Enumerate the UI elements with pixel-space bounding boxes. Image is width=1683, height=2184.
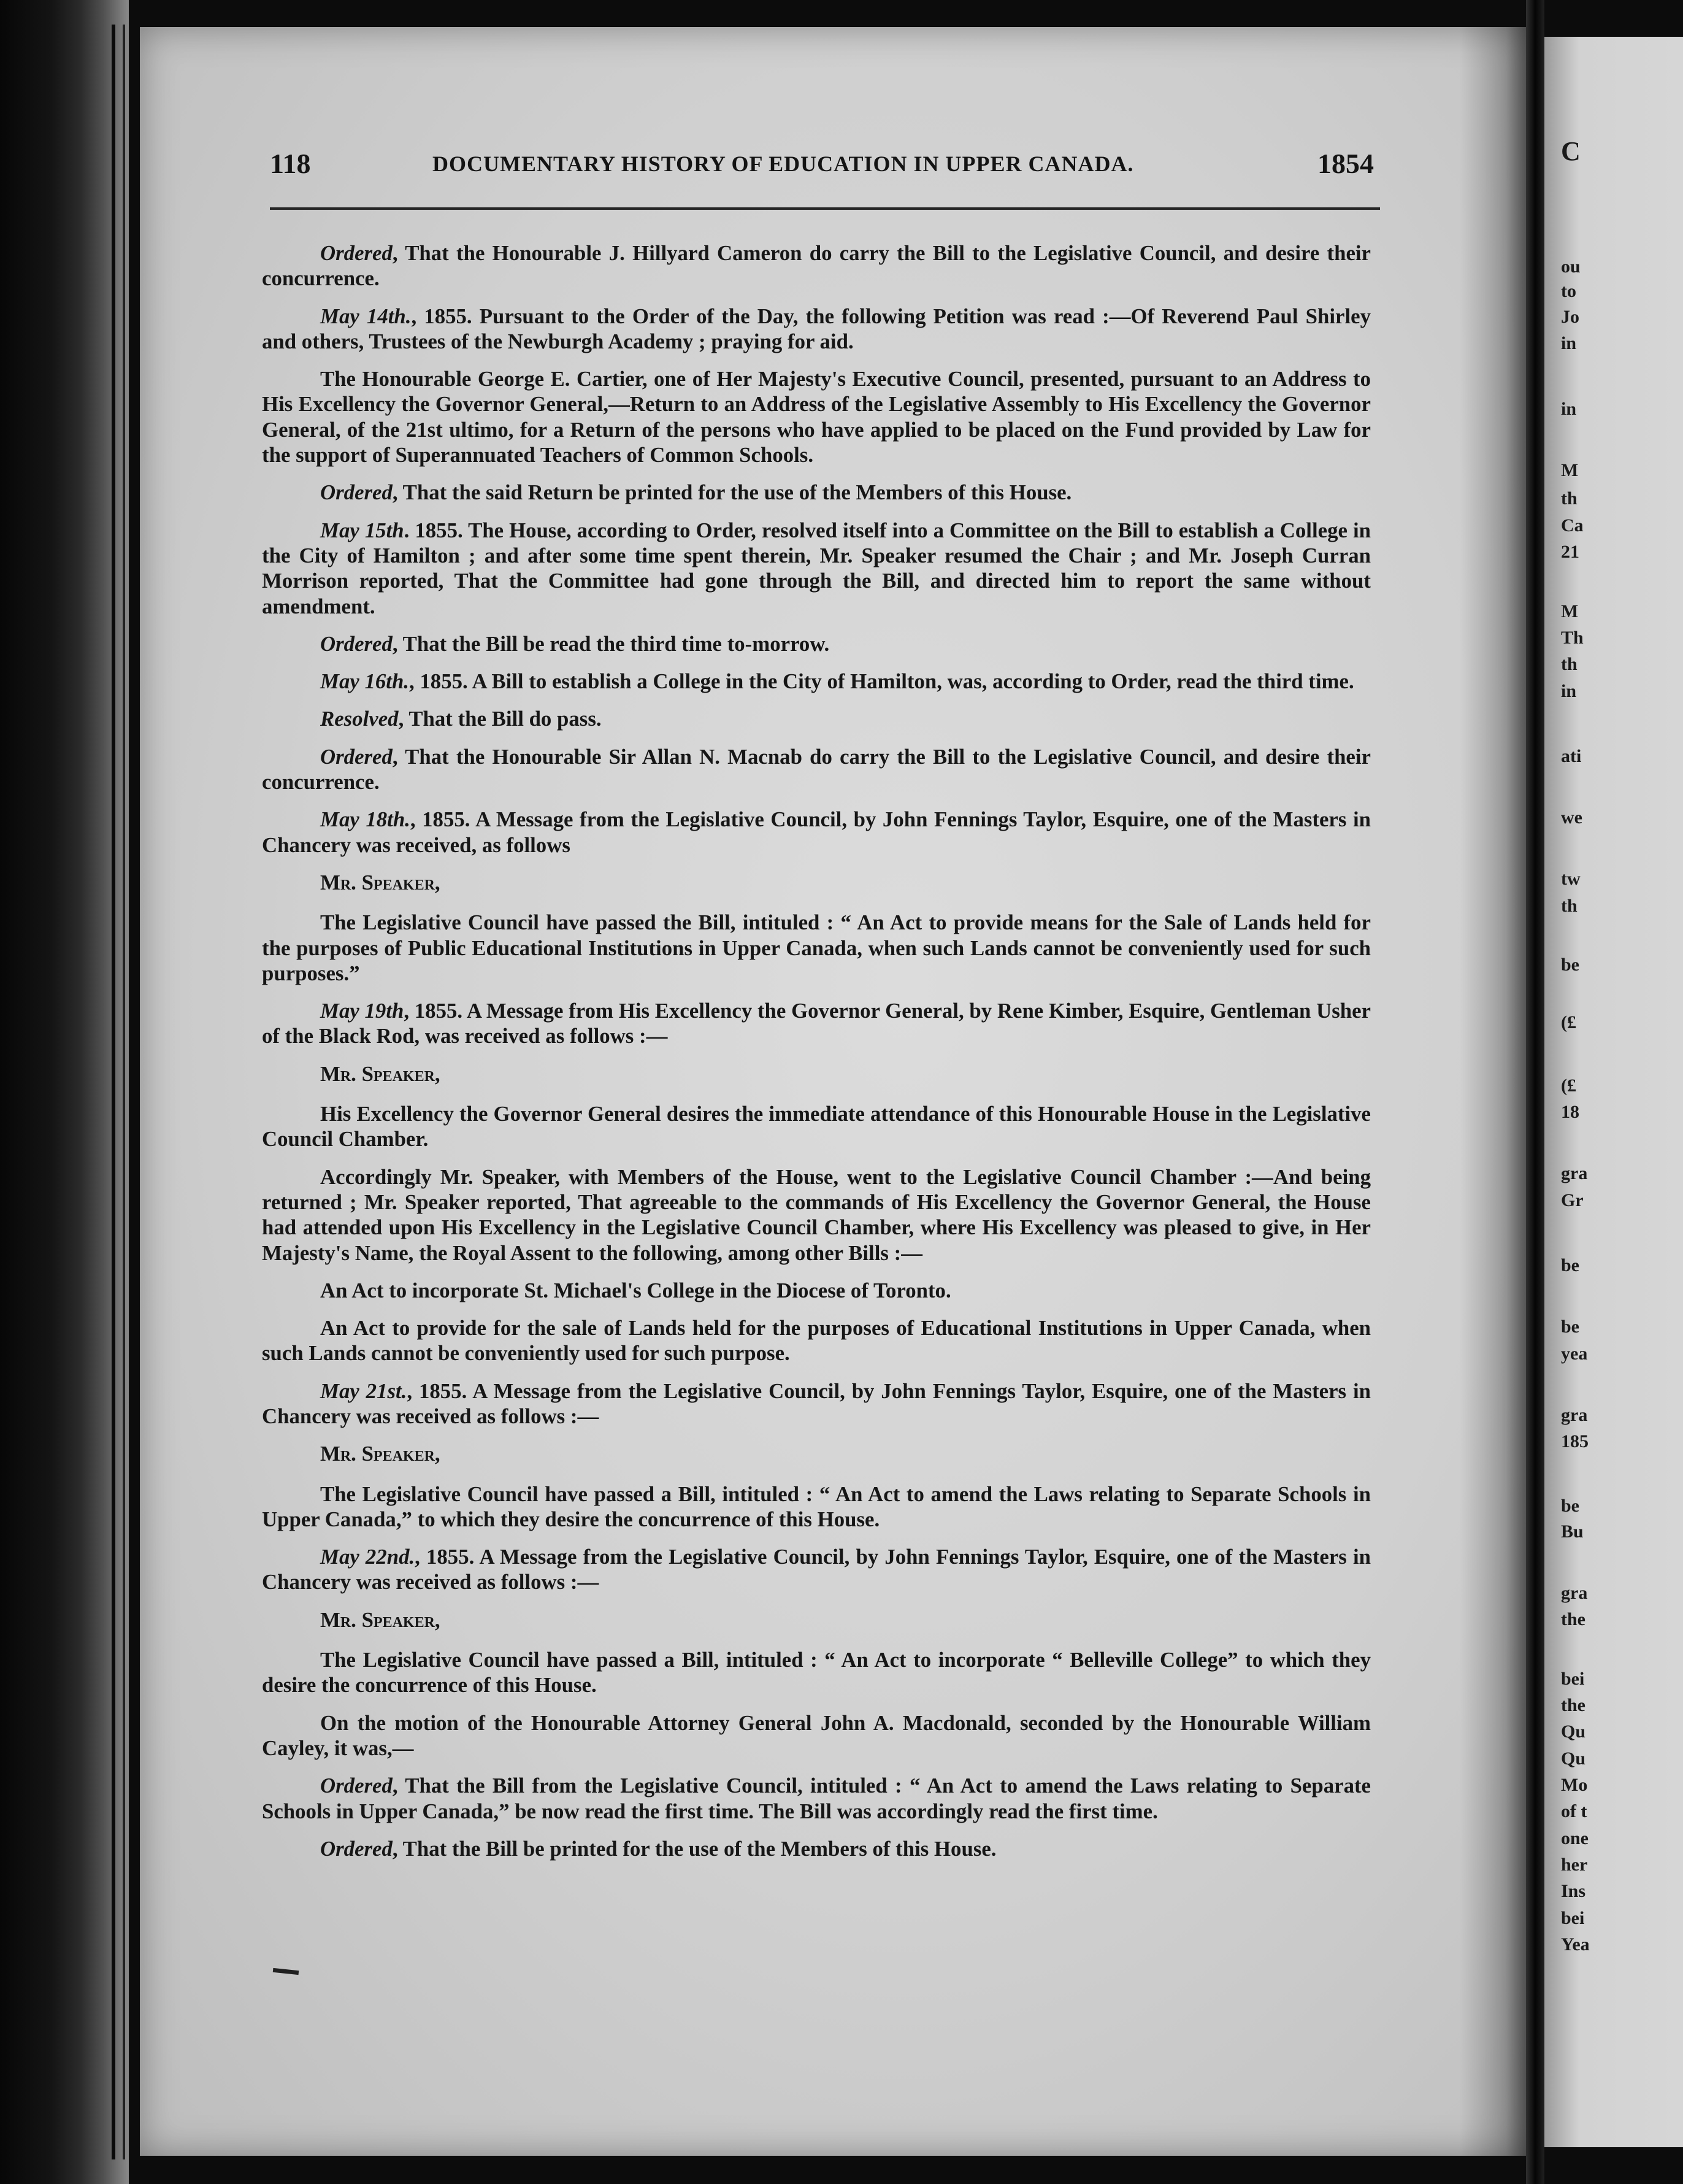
paragraph <box>262 366 1371 467</box>
facing-page-fragment: be <box>1561 1496 1579 1516</box>
facing-page-fragment: th <box>1561 488 1578 509</box>
facing-page-fragment: gra <box>1561 1405 1588 1425</box>
facing-page-fragment: to <box>1561 281 1576 301</box>
page-number: 118 <box>270 148 311 179</box>
paragraph-text: , 1855. Pursuant to the Order of the Day, the following Petition was read :—Of Reverend Paul Shirley and others, Trustees of the Newburgh Academy ; praying for aid. <box>262 304 1371 353</box>
paragraph <box>262 518 1371 619</box>
paragraph <box>262 240 1371 291</box>
paragraph-text: , 1855. A Message from the Legislative Council, by John Fennings Taylor, Esquire, one of the Masters in Chancery was received, as follows <box>262 807 1371 857</box>
header-year: 1854 <box>1317 148 1374 179</box>
paragraph <box>262 807 1371 858</box>
paragraph <box>262 1544 1371 1595</box>
paragraph-lead: May 16th. <box>320 669 409 694</box>
paragraph <box>262 631 1371 656</box>
header-rule <box>270 207 1380 210</box>
paragraph <box>262 1647 1371 1698</box>
salutation: Mr. Speaker, <box>320 1607 440 1632</box>
paragraph-text: An Act to provide for the sale of Lands held for the purposes of Educational Institutions in Upper Canada, when such Lands cannot be conveniently used for such purpose. <box>262 1316 1371 1366</box>
facing-page-fragment: (£ <box>1561 1012 1576 1032</box>
facing-page-fragment: Jo <box>1561 307 1579 327</box>
salutation: Mr. Speaker, <box>320 1061 440 1086</box>
binding-edge-line <box>123 25 125 2159</box>
facing-page-fragment: ati <box>1561 746 1582 766</box>
paragraph-text: The Legislative Council have passed a Bill, intituled : “ An Act to incorporate “ Belleville College” to which they desire the concurrence of this House. <box>262 1648 1371 1698</box>
page-body <box>262 240 1371 1874</box>
facing-page-fragment: 21 <box>1561 542 1579 562</box>
facing-page-fragment: Qu <box>1561 1721 1586 1742</box>
facing-page-fragment: M <box>1561 460 1579 480</box>
running-title: DOCUMENTARY HISTORY OF EDUCATION IN UPPER CANADA. <box>432 152 1134 176</box>
facing-page-fragment: ou <box>1561 256 1581 277</box>
binding-edge-line <box>112 25 115 2159</box>
paragraph-text: , 1855. A Message from the Legislative Council, by John Fennings Taylor, Esquire, one of the Masters in Chancery was received as follows :— <box>262 1545 1371 1594</box>
facing-page-fragment: in <box>1561 681 1577 701</box>
facing-page-fragment: her <box>1561 1855 1588 1875</box>
page-gutter <box>1526 0 1544 2184</box>
paragraph-lead: Ordered <box>320 241 393 265</box>
paragraph-text: , That the Bill be printed for the use of the Members of this House. <box>392 1836 997 1861</box>
paragraph-text: , That the Bill from the Legislative Council, intituled : “ An Act to amend the Laws relating to Separate Schools in Upper Canada,” be now read the first time. The Bill was accordingly read the first time. <box>262 1774 1371 1823</box>
facing-page-fragment: Ca <box>1561 515 1584 536</box>
paragraph <box>262 304 1371 355</box>
paragraph-text: An Act to incorporate St. Michael's College in the Diocese of Toronto. <box>320 1278 951 1302</box>
facing-page-fragment: tw <box>1561 869 1581 889</box>
paragraph <box>262 744 1371 795</box>
paragraph-lead: May 15th <box>320 518 404 542</box>
facing-page-fragment: Mo <box>1561 1775 1588 1795</box>
paragraph <box>262 1378 1371 1429</box>
paragraph-text: , 1855. A Bill to establish a College in the City of Hamilton, was, according to Order, read the third time. <box>409 669 1354 694</box>
facing-page-fragment: bei <box>1561 1908 1585 1928</box>
paragraph-text: , That the Honourable Sir Allan N. Macnab do carry the Bill to the Legislative Council, and desire their concurrence. <box>262 744 1371 794</box>
facing-page-fragment: Bu <box>1561 1521 1584 1542</box>
paragraph-lead: May 19th <box>320 999 404 1023</box>
paragraph <box>262 998 1371 1049</box>
facing-page-fragment: of t <box>1561 1801 1587 1821</box>
paragraph-text: , That the Bill be read the third time to-morrow. <box>392 631 830 656</box>
paragraph-text: His Excellency the Governor General desires the immediate attendance of this Honourable House in the Legislative Council Chamber. <box>262 1102 1371 1152</box>
paragraph-lead: May 18th. <box>320 807 410 832</box>
paragraph <box>262 1101 1371 1152</box>
paragraph <box>262 1482 1371 1532</box>
facing-page-fragment: 185 <box>1561 1431 1589 1452</box>
paragraph-text: , 1855. A Message from the Legislative Council, by John Fennings Taylor, Esquire, one of the Masters in Chancery was received as follows :— <box>262 1378 1371 1428</box>
paragraph-lead: Ordered <box>320 1774 393 1798</box>
facing-page-fragment: be <box>1561 1317 1579 1337</box>
page-shadow <box>1460 27 1526 2156</box>
facing-page-fragment: be <box>1561 1255 1579 1275</box>
facing-page-fragment: Ins <box>1561 1881 1586 1901</box>
facing-page-fragment: in <box>1561 399 1577 419</box>
book-binding <box>0 0 129 2184</box>
paragraph-lead: Ordered <box>320 1836 393 1861</box>
paragraph-text: The Legislative Council have passed the Bill, intituled : “ An Act to provide means for the Sale of Lands held for the purposes of Public Educational Institutions in Upper Canada, when such Lands cannot be conveniently used for such purposes.” <box>262 910 1371 985</box>
paragraph-text: , That the Bill do pass. <box>398 707 602 731</box>
paragraph-lead: Resolved <box>320 707 399 731</box>
facing-page-fragment: the <box>1561 1609 1585 1629</box>
paragraph-text: On the motion of the Honourable Attorney General John A. Macdonald, seconded by the Honourable William Cayley, it was,— <box>262 1710 1371 1760</box>
facing-page-fragment: th <box>1561 896 1578 916</box>
facing-page-fragment: C <box>1561 136 1581 166</box>
paragraph <box>262 1315 1371 1366</box>
facing-page-fragment: bei <box>1561 1669 1585 1689</box>
facing-page-fragment: we <box>1561 807 1582 828</box>
paragraph <box>262 1710 1371 1761</box>
paragraph-text: The Honourable George E. Cartier, one of Her Majesty's Executive Council, presented, pursuant to an Address to His Excellency the Governor General,—Return to an Address of the Legislative Assembly to His Excellency the Governor General, of the 21st ultimo, for a Return of the persons who have applied to be placed on the Fund provided by Law for the support of Superannuated Teachers of Common Schools. <box>262 367 1371 467</box>
facing-page-fragment: in <box>1561 333 1577 353</box>
paragraph-lead: Ordered <box>320 744 393 769</box>
paragraph <box>262 706 1371 731</box>
paragraph-lead: May 22nd. <box>320 1545 415 1569</box>
paragraph-text: , That the said Return be printed for the use of the Members of this House. <box>392 480 1072 505</box>
facing-page-fragment: 18 <box>1561 1102 1579 1122</box>
paragraph <box>262 910 1371 986</box>
paragraph-text: Accordingly Mr. Speaker, with Members of the House, went to the Legislative Council Chamber :—And being returned ; Mr. Speaker reported, That agreeable to the commands of His Excellency the Governor General, the House had attended upon His Excellency in the Legislative Council Chamber, where His Excellency was pleased to give, in Her Majesty's Name, the Royal Assent to the following, among other Bills :— <box>262 1164 1371 1265</box>
paragraph <box>262 669 1371 694</box>
facing-page-fragment: th <box>1561 654 1578 674</box>
facing-page-fragment: Th <box>1561 628 1584 648</box>
paragraph-text: . 1855. The House, according to Order, resolved itself into a Committee on the Bill to establish a College in the City of Hamilton ; and after some time spent therein, Mr. Speaker resumed the Chair ; and Mr. Joseph Curran Morrison reported, That the Committee had gone through the Bill, and directed him to report the same without amendment. <box>262 518 1371 618</box>
facing-page-fragment: one <box>1561 1828 1589 1848</box>
salutation: Mr. Speaker, <box>320 870 440 894</box>
facing-page-fragment: (£ <box>1561 1075 1576 1096</box>
facing-page-fragment: gra <box>1561 1163 1588 1183</box>
paragraph <box>262 1278 1371 1303</box>
facing-page-fragment: Gr <box>1561 1190 1584 1210</box>
page-header <box>270 147 1380 184</box>
paragraph-lead: Ordered <box>320 480 393 505</box>
facing-page-fragment: be <box>1561 955 1579 975</box>
facing-page-fragment: gra <box>1561 1583 1588 1603</box>
paragraph-text: , 1855. A Message from His Excellency the Governor General, by Rene Kimber, Esquire, Gentleman Usher of the Black Rod, was received as follows :— <box>262 999 1371 1048</box>
facing-page-fragment: yea <box>1561 1344 1588 1364</box>
paragraph <box>262 480 1371 505</box>
paragraph <box>262 1836 1371 1861</box>
paragraph-lead: Ordered <box>320 631 393 656</box>
salutation: Mr. Speaker, <box>320 1442 440 1466</box>
facing-page-fragment: Qu <box>1561 1748 1586 1769</box>
facing-page-fragment: Yea <box>1561 1934 1590 1955</box>
paragraph <box>262 1773 1371 1824</box>
paragraph-lead: May 21st. <box>320 1378 407 1403</box>
facing-page-fragment: the <box>1561 1695 1585 1715</box>
paragraph-lead: May 14th. <box>320 304 412 328</box>
facing-page-fragment: M <box>1561 601 1579 621</box>
paragraph-text: The Legislative Council have passed a Bill, intituled : “ An Act to amend the Laws relating to Separate Schools in Upper Canada,” to which they desire the concurrence of this House. <box>262 1482 1371 1531</box>
paragraph-text: , That the Honourable J. Hillyard Cameron do carry the Bill to the Legislative Council, and desire their concurrence. <box>262 241 1371 291</box>
paragraph <box>262 1164 1371 1266</box>
